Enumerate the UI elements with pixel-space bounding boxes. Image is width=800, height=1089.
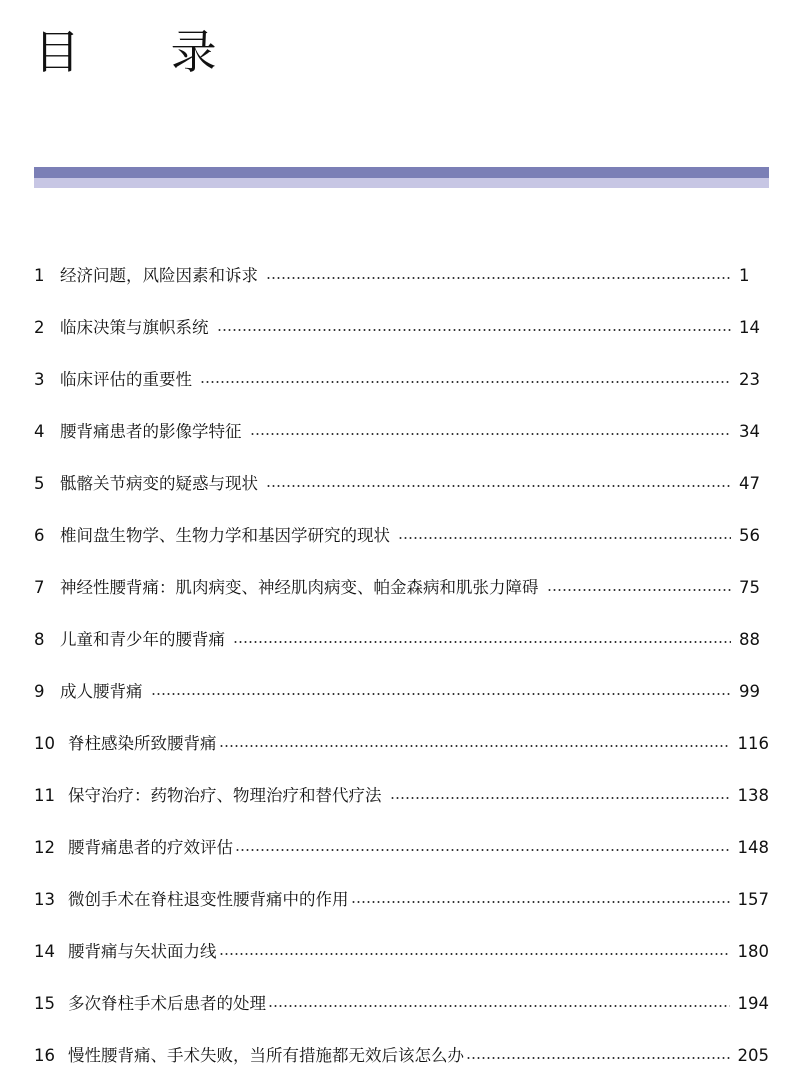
dot-leader <box>250 433 732 435</box>
dot-leader <box>268 1005 730 1007</box>
page-number: 23 <box>739 370 760 389</box>
chapter-number: 4 <box>34 422 45 441</box>
toc-entry[interactable] <box>34 926 769 978</box>
toc-entry[interactable] <box>34 406 769 458</box>
chapter-title: 骶髂关节病变的疑惑与现状 <box>60 474 258 493</box>
dot-leader <box>547 589 732 591</box>
chapter-number: 16 <box>34 1046 55 1065</box>
toc-entry[interactable] <box>34 614 769 666</box>
toc-entry[interactable] <box>34 562 769 614</box>
header-rule-dark <box>34 167 769 178</box>
dot-leader <box>219 953 730 955</box>
dot-leader <box>151 693 732 695</box>
page-number: 194 <box>737 994 769 1013</box>
chapter-title: 椎间盘生物学、生物力学和基因学研究的现状 <box>60 526 390 545</box>
page-number: 47 <box>739 474 760 493</box>
dot-leader <box>233 641 731 643</box>
chapter-title: 保守治疗：药物治疗、物理治疗和替代疗法 <box>68 786 382 805</box>
toc-entry[interactable] <box>34 978 769 1030</box>
toc-entry[interactable] <box>34 718 769 770</box>
chapter-title: 临床评估的重要性 <box>60 370 192 389</box>
chapter-title: 腰背痛患者的疗效评估 <box>68 838 233 857</box>
dot-leader <box>390 797 730 799</box>
toc-entry[interactable] <box>34 510 769 562</box>
chapter-title: 儿童和青少年的腰背痛 <box>60 630 225 649</box>
page-title: 目 录 <box>34 25 255 79</box>
toc-entry[interactable] <box>34 1030 769 1082</box>
toc-entry[interactable] <box>34 250 769 302</box>
page-number: 99 <box>739 682 760 701</box>
table-of-contents <box>34 250 769 1082</box>
page-number: 56 <box>739 526 760 545</box>
page-number: 180 <box>737 942 769 961</box>
chapter-number: 14 <box>34 942 55 961</box>
chapter-number: 8 <box>34 630 45 649</box>
toc-entry[interactable] <box>34 770 769 822</box>
dot-leader <box>351 901 730 903</box>
chapter-title: 腰背痛与矢状面力线 <box>68 942 217 961</box>
chapter-title: 成人腰背痛 <box>60 682 143 701</box>
chapter-number: 10 <box>34 734 55 753</box>
dot-leader <box>266 485 731 487</box>
toc-entry[interactable] <box>34 666 769 718</box>
dot-leader <box>217 329 732 331</box>
chapter-title: 经济问题，风险因素和诉求 <box>60 266 258 285</box>
chapter-title: 多次脊柱手术后患者的处理 <box>68 994 266 1013</box>
page-number: 138 <box>737 786 769 805</box>
page-number: 34 <box>739 422 760 441</box>
dot-leader <box>235 849 730 851</box>
chapter-title: 临床决策与旗帜系统 <box>60 318 209 337</box>
dot-leader <box>398 537 731 539</box>
page-number: 14 <box>739 318 760 337</box>
toc-entry[interactable] <box>34 354 769 406</box>
dot-leader <box>466 1057 730 1059</box>
chapter-title: 腰背痛患者的影像学特征 <box>60 422 242 441</box>
chapter-number: 2 <box>34 318 45 337</box>
chapter-number: 5 <box>34 474 45 493</box>
page-number: 157 <box>737 890 769 909</box>
page-number: 75 <box>739 578 760 597</box>
toc-entry[interactable] <box>34 458 769 510</box>
chapter-number: 15 <box>34 994 55 1013</box>
page-number: 205 <box>737 1046 769 1065</box>
chapter-number: 11 <box>34 786 55 805</box>
page-number: 148 <box>737 838 769 857</box>
chapter-number: 7 <box>34 578 45 597</box>
dot-leader <box>266 277 731 279</box>
page-number: 116 <box>737 734 769 753</box>
page-number: 88 <box>739 630 760 649</box>
chapter-number: 9 <box>34 682 45 701</box>
toc-entry[interactable] <box>34 302 769 354</box>
chapter-title: 脊柱感染所致腰背痛 <box>68 734 217 753</box>
chapter-number: 3 <box>34 370 45 389</box>
dot-leader <box>200 381 731 383</box>
chapter-number: 12 <box>34 838 55 857</box>
chapter-number: 13 <box>34 890 55 909</box>
chapter-title: 微创手术在脊柱退变性腰背痛中的作用 <box>68 890 349 909</box>
chapter-number: 1 <box>34 266 45 285</box>
toc-entry[interactable] <box>34 874 769 926</box>
toc-entry[interactable] <box>34 822 769 874</box>
header-rule-light <box>34 178 769 188</box>
chapter-title: 慢性腰背痛、手术失败，当所有措施都无效后该怎么办 <box>68 1046 464 1065</box>
chapter-title: 神经性腰背痛：肌肉病变、神经肌肉病变、帕金森病和肌张力障碍 <box>60 578 539 597</box>
chapter-number: 6 <box>34 526 45 545</box>
dot-leader <box>219 745 730 747</box>
page-number: 1 <box>739 266 750 285</box>
